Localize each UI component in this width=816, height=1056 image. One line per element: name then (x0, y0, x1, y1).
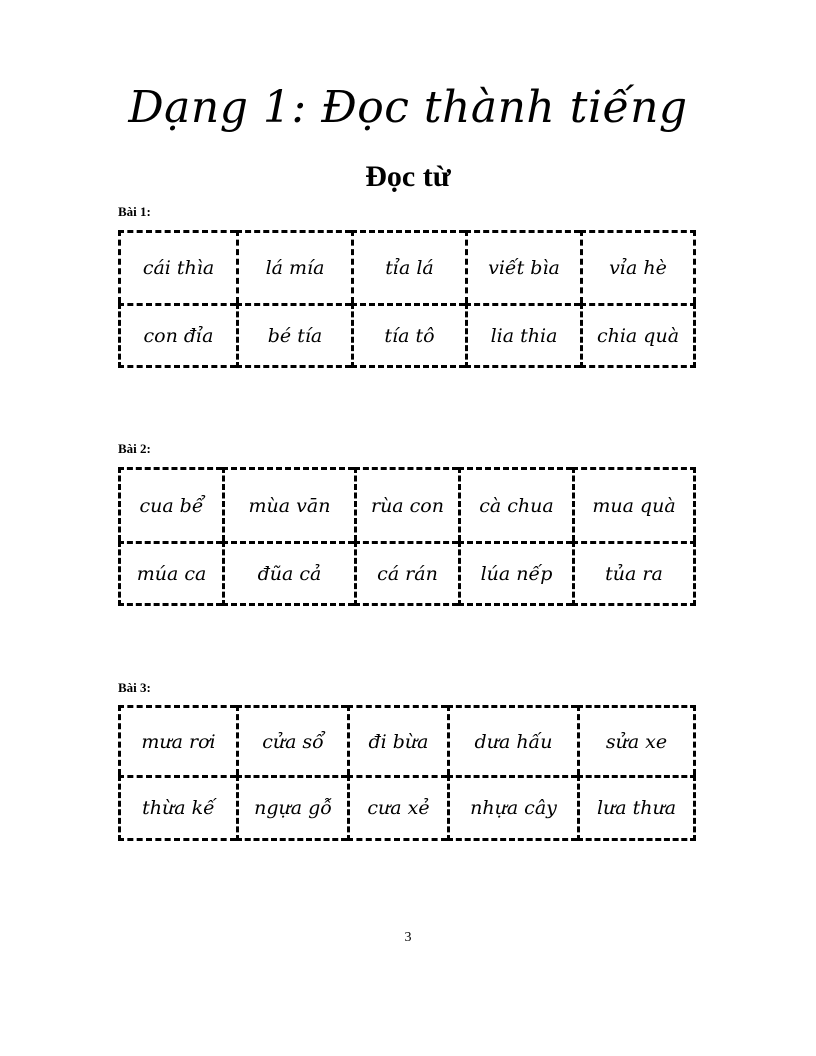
word-cell: nhựa cây (447, 775, 577, 841)
exercise-2-grid (118, 467, 696, 606)
word-cell: tủa ra (572, 541, 696, 606)
table-row (118, 303, 696, 368)
word-cell: cua bể (118, 467, 222, 541)
word-cell: đi bừa (347, 705, 447, 775)
table-row (118, 541, 696, 606)
word-cell: tỉa lá (351, 230, 465, 303)
word-cell: rùa con (354, 467, 458, 541)
word-cell: bé tía (236, 303, 351, 368)
word-cell: viết bìa (465, 230, 580, 303)
word-cell: cưa xẻ (347, 775, 447, 841)
word-cell: cà chua (458, 467, 572, 541)
word-cell: cái thìa (118, 230, 236, 303)
word-cell: chia quà (580, 303, 696, 368)
word-cell: tía tô (351, 303, 465, 368)
exercise-3-grid (118, 705, 696, 841)
exercise-1-grid (118, 230, 696, 368)
word-cell: cửa sổ (236, 705, 347, 775)
word-cell: vỉa hè (580, 230, 696, 303)
word-cell: lá mía (236, 230, 351, 303)
word-cell: đũa cả (222, 541, 354, 606)
word-cell: sửa xe (577, 705, 696, 775)
page-number: 3 (404, 930, 412, 945)
word-cell: dưa hấu (447, 705, 577, 775)
exercise-3-label: Bài 3: (118, 680, 151, 695)
page-title: Dạng 1: Đọc thành tiếng (128, 82, 688, 133)
word-cell: cá rán (354, 541, 458, 606)
table-row (118, 467, 696, 541)
word-cell: mùa vān (222, 467, 354, 541)
word-cell: mua quà (572, 467, 696, 541)
page-subtitle: Đọc từ (365, 160, 451, 193)
table-row (118, 230, 696, 303)
word-cell: con đỉa (118, 303, 236, 368)
word-cell: ngựa gỗ (236, 775, 347, 841)
word-cell: lia thia (465, 303, 580, 368)
table-row (118, 705, 696, 775)
word-cell: múa ca (118, 541, 222, 606)
word-cell: thừa kế (118, 775, 236, 841)
word-cell: mưa rơi (118, 705, 236, 775)
exercise-2-label: Bài 2: (118, 441, 151, 456)
exercise-1-label: Bài 1: (118, 204, 151, 219)
table-row (118, 775, 696, 841)
word-cell: lưa thưa (577, 775, 696, 841)
word-cell: lúa nếp (458, 541, 572, 606)
